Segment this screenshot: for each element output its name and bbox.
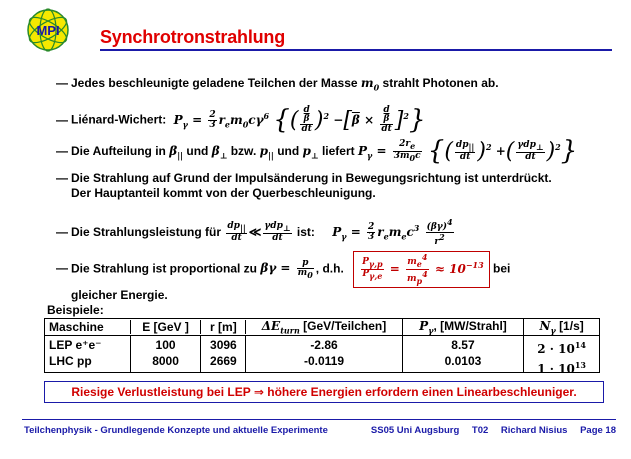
mass-symbol: $m_0$	[360, 76, 380, 93]
bullet-1-text: Jedes beschleunigte geladene Teilchen der Masse	[71, 76, 358, 90]
bullet-power: — Die Strahlungsleistung für $\frac{dp_{||}}{dt}$ ≪ $\frac{\gamma dp_\perp}{dt}$ ist: $P_\gamma$ = $\frac{2}{3}$ $r_em_ec^3$ $\frac{(\beta\gamma)^4}{r^2}$	[56, 218, 456, 247]
bullet-decomposition: — Die Aufteilung in $\beta_{||}$ und $\beta_\perp$ bzw. $p_{||}$ und $p_\perp$ liefert $P_\gamma$ = $\frac{2r_e}{3m_0c}$ {( $\frac{dp_{||}}{dt}$ )$^2$ +( $\frac{\gamma dp_\perp}{dt}$ )$^2$}	[56, 136, 578, 166]
examples-label: Beispiele:	[47, 303, 104, 317]
conclusion-box: Riesige Verlustleistung bei LEP ⇒ höhere Energien erfordern einen Linearbeschleuniger.	[44, 381, 604, 403]
title-rule	[100, 49, 612, 51]
table-cell: LEP e⁺e⁻	[49, 338, 102, 352]
bullet-suppression: — Die Strahlung auf Grund der Impulsänderung in Bewegungsrichtung ist unterdrückt. Der Hauptanteil kommt von der Querbeschleunigung.	[56, 171, 552, 200]
table-cell: -2.86	[310, 338, 338, 352]
table-cell: 8.57	[451, 338, 475, 352]
col-energy: E [GeV ]	[131, 320, 202, 334]
logo-text: MPI	[36, 23, 60, 38]
table-body	[45, 336, 599, 376]
table-cell: -0.0119	[303, 354, 345, 368]
footer-rule	[22, 419, 616, 420]
lienard-formula: $P_\gamma$ = $\frac{2}{3}$ $r_em_0c\gamma^6$ {( d $\overline{\beta}$ dt )$^2 -[\overline{\beta}$ × d $\overline{\beta}$ dt ]$^2$}	[173, 104, 426, 135]
decomposition-formula: $P_\gamma$ = $\frac{2r_e}{3m_0c}$ {( $\frac{dp_{||}}{dt}$ )$^2$ +( $\frac{\gamma dp_\perp}{dt}$ )$^2$}	[357, 136, 578, 166]
col-radius: r [m]	[201, 320, 246, 334]
table-cell: 100	[155, 338, 176, 352]
col-ngamma: $N_\gamma$ [1/s]	[539, 318, 584, 336]
table-cell: 8000	[152, 354, 179, 368]
mpi-logo	[24, 6, 72, 54]
comparison-table	[44, 318, 600, 376]
page-title: Synchrotronstrahlung	[100, 27, 286, 47]
footer-code: T02	[471, 425, 489, 436]
table-cell: LHC pp	[49, 354, 92, 368]
bullet-lienard-wichert: — Liénard-Wichert: $P_\gamma$ = $\frac{2}{3}$ $r_em_0c\gamma^6$ {( d $\overline{\beta}$ dt )$^2 -[\overline{\beta}$ × d $\overline{\beta}$ dt ]$^2$}	[56, 104, 426, 135]
footer-page: Page 18	[580, 425, 616, 436]
bullet-1-after: strahlt Photonen ab.	[382, 76, 499, 90]
col-machine: Maschine	[45, 320, 131, 334]
table-cell: 0.0103	[444, 354, 482, 368]
power-formula: $P_\gamma$ = $\frac{2}{3}$ $r_em_ec^3$ $\frac{(\beta\gamma)^4}{r^2}$	[332, 217, 453, 247]
lienard-label: Liénard-Wichert:	[71, 112, 167, 127]
table-cell: $2 \cdot 10^{14}$	[537, 340, 586, 356]
footer-term: SS05 Uni Augsburg	[370, 425, 460, 436]
footer	[24, 425, 616, 436]
footer-author: Richard Nisius	[500, 425, 568, 436]
footer-course: Teilchenphysik - Grundlegende Konzepte und aktuelle Experimente	[24, 425, 328, 436]
table-cell: 3096	[210, 338, 237, 352]
bullet-acceleration: — Jedes beschleunigte geladene Teilchen der Masse $m_0$ strahlt Photonen ab.	[56, 76, 499, 93]
col-power: $P_\gamma$, [MW/Strahl]	[403, 319, 525, 335]
bullet-proportional: — Die Strahlung ist proportional zu βγ = $\frac{p}{m_0}$ , d.h. $\frac{P_{\gamma,p}}{P_{\gamma,e}}$ = $\frac{m_e^4}{m_p^4}$ ≈ $10^{-13}$ bei gleicher Energie.	[56, 252, 511, 302]
table-cell: 2669	[210, 354, 237, 368]
table-header	[45, 319, 599, 336]
col-delta-e: $\Delta E_{turn}$ [GeV/Teilchen]	[246, 319, 402, 335]
table-cell: $1 \cdot 10^{13}$	[537, 360, 586, 376]
ratio-formula-box: $\frac{P_{\gamma,p}}{P_{\gamma,e}}$ = $\frac{m_e^4}{m_p^4}$ ≈ $10^{-13}$	[353, 251, 490, 288]
